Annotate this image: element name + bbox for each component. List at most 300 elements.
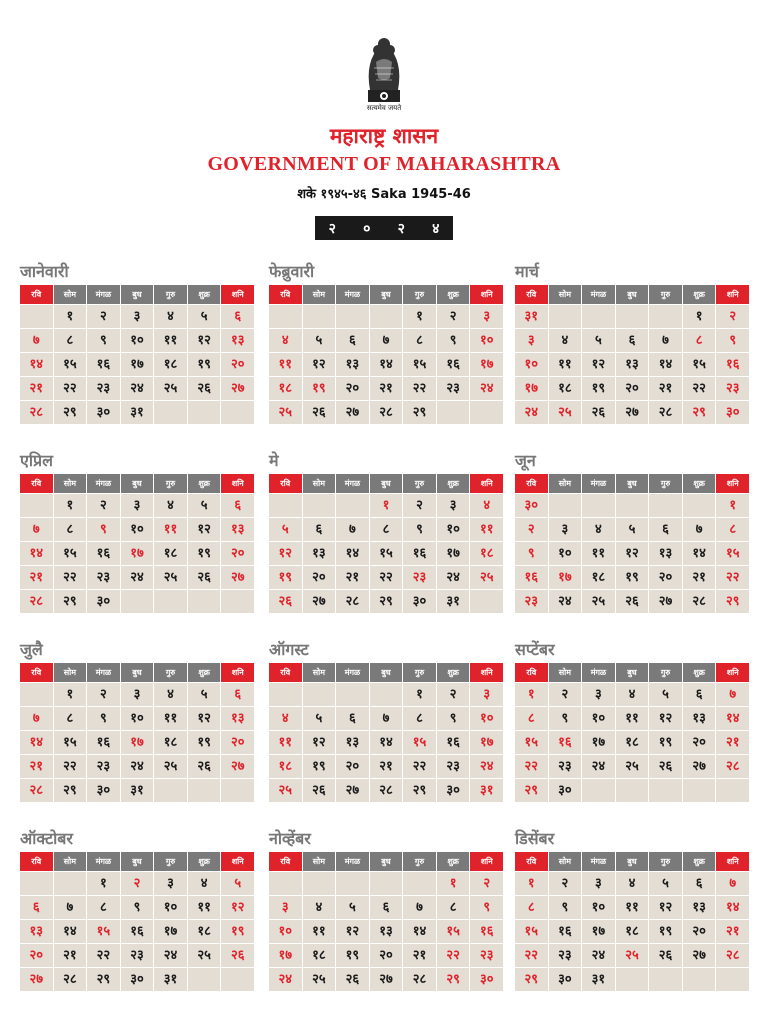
day-cell: १४ xyxy=(20,731,53,754)
day-cell: १६ xyxy=(437,353,470,376)
weekday-header: गुरु xyxy=(403,285,436,304)
month-block xyxy=(515,637,749,802)
day-cell: १९ xyxy=(616,566,649,589)
day-cell: २७ xyxy=(649,590,682,613)
day-cell: ८ xyxy=(403,707,436,730)
month-grid xyxy=(515,852,749,991)
empty-day-cell xyxy=(582,494,615,517)
day-cell: १४ xyxy=(54,920,87,943)
day-cell: २१ xyxy=(716,731,749,754)
day-cell: ११ xyxy=(188,896,221,919)
day-cell: २ xyxy=(87,683,120,706)
day-cell: १३ xyxy=(221,329,254,352)
month-name: मार्च xyxy=(515,262,539,281)
day-cell: ६ xyxy=(221,683,254,706)
weekday-header: शनि xyxy=(221,663,254,682)
motto: सत्यमेव जयते xyxy=(366,104,402,112)
weekday-header: सोम xyxy=(303,474,336,493)
day-cell: ९ xyxy=(87,518,120,541)
day-cell: ६ xyxy=(336,707,369,730)
day-cell: १ xyxy=(54,683,87,706)
day-cell: ५ xyxy=(303,329,336,352)
day-cell: ३ xyxy=(582,872,615,895)
day-cell: १७ xyxy=(470,731,503,754)
day-cell: ६ xyxy=(336,329,369,352)
day-cell: १७ xyxy=(549,566,582,589)
empty-day-cell xyxy=(370,683,403,706)
day-cell: ३ xyxy=(470,683,503,706)
day-cell: ८ xyxy=(54,707,87,730)
day-cell: ९ xyxy=(716,329,749,352)
day-cell: १४ xyxy=(649,353,682,376)
day-cell: २६ xyxy=(188,755,221,778)
empty-day-cell xyxy=(683,494,716,517)
weekday-header: रवि xyxy=(515,285,548,304)
empty-day-cell xyxy=(336,872,369,895)
empty-day-cell xyxy=(336,305,369,328)
day-cell: २६ xyxy=(221,944,254,967)
day-cell: १८ xyxy=(154,353,187,376)
day-cell: १८ xyxy=(582,566,615,589)
weekday-header: रवि xyxy=(269,285,302,304)
day-cell: २४ xyxy=(515,401,548,424)
day-cell: १९ xyxy=(649,920,682,943)
day-cell: २३ xyxy=(403,566,436,589)
day-cell: १ xyxy=(54,305,87,328)
empty-day-cell xyxy=(188,779,221,802)
weekday-header: सोम xyxy=(549,285,582,304)
weekday-header: मंगळ xyxy=(336,285,369,304)
day-cell: ३१ xyxy=(437,590,470,613)
day-cell: ११ xyxy=(470,518,503,541)
day-cell: ४ xyxy=(303,896,336,919)
day-cell: १३ xyxy=(683,707,716,730)
day-cell: २५ xyxy=(154,377,187,400)
day-cell: २४ xyxy=(121,377,154,400)
day-cell: १३ xyxy=(336,353,369,376)
day-cell: १७ xyxy=(154,920,187,943)
weekday-header: गुरु xyxy=(649,474,682,493)
empty-day-cell xyxy=(649,305,682,328)
day-cell: २५ xyxy=(154,755,187,778)
day-cell: ७ xyxy=(683,518,716,541)
day-cell: ३ xyxy=(121,683,154,706)
month-grid xyxy=(515,285,749,424)
day-cell: ३१ xyxy=(515,305,548,328)
empty-day-cell xyxy=(54,872,87,895)
day-cell: १४ xyxy=(716,707,749,730)
day-cell: २ xyxy=(549,683,582,706)
day-cell: २३ xyxy=(716,377,749,400)
weekday-header: गुरु xyxy=(403,474,436,493)
weekday-header: शनि xyxy=(716,663,749,682)
empty-day-cell xyxy=(470,590,503,613)
day-cell: २२ xyxy=(54,755,87,778)
day-cell: ६ xyxy=(649,518,682,541)
day-cell: ३० xyxy=(549,779,582,802)
weekday-header: शुक्र xyxy=(683,852,716,871)
day-cell: ८ xyxy=(716,518,749,541)
day-cell: १३ xyxy=(649,542,682,565)
empty-day-cell xyxy=(403,872,436,895)
day-cell: ८ xyxy=(515,896,548,919)
day-cell: २९ xyxy=(87,968,120,991)
day-cell: २० xyxy=(370,944,403,967)
empty-day-cell xyxy=(221,401,254,424)
weekday-header: गुरु xyxy=(154,285,187,304)
year-digit: २ xyxy=(328,220,336,237)
day-cell: १ xyxy=(515,872,548,895)
day-cell: १० xyxy=(121,707,154,730)
day-cell: १७ xyxy=(515,377,548,400)
weekday-header: शनि xyxy=(221,852,254,871)
day-cell: ५ xyxy=(582,329,615,352)
day-cell: ९ xyxy=(87,329,120,352)
day-cell: २८ xyxy=(20,779,53,802)
day-cell: २३ xyxy=(437,755,470,778)
day-cell: १९ xyxy=(188,542,221,565)
weekday-header: गुरु xyxy=(649,852,682,871)
day-cell: ६ xyxy=(616,329,649,352)
weekday-header: मंगळ xyxy=(336,852,369,871)
day-cell: ११ xyxy=(303,920,336,943)
month-name: मे xyxy=(269,451,279,470)
saka-year: शके १९४५-४६ Saka 1945-46 xyxy=(297,187,471,202)
day-cell: २९ xyxy=(515,968,548,991)
day-cell: २८ xyxy=(20,401,53,424)
year-digit: ० xyxy=(363,220,371,237)
weekday-header: सोम xyxy=(303,663,336,682)
day-cell: ५ xyxy=(649,683,682,706)
weekday-header: रवि xyxy=(20,663,53,682)
day-cell: ३० xyxy=(121,968,154,991)
day-cell: २८ xyxy=(403,968,436,991)
day-cell: ७ xyxy=(20,518,53,541)
empty-day-cell xyxy=(683,779,716,802)
weekday-header: गुरु xyxy=(649,285,682,304)
day-cell: २७ xyxy=(336,401,369,424)
weekday-header: बुध xyxy=(370,663,403,682)
weekday-header: सोम xyxy=(54,852,87,871)
month-name: सप्टेंबर xyxy=(515,640,555,659)
day-cell: १९ xyxy=(269,566,302,589)
day-cell: १२ xyxy=(336,920,369,943)
month-name: जुलै xyxy=(20,640,43,659)
day-cell: ९ xyxy=(403,518,436,541)
empty-day-cell xyxy=(336,683,369,706)
day-cell: १० xyxy=(121,329,154,352)
weekday-header: रवि xyxy=(515,663,548,682)
day-cell: १८ xyxy=(616,731,649,754)
day-cell: ६ xyxy=(683,872,716,895)
day-cell: २१ xyxy=(20,377,53,400)
day-cell: २७ xyxy=(303,590,336,613)
day-cell: १ xyxy=(87,872,120,895)
day-cell: ७ xyxy=(716,683,749,706)
empty-day-cell xyxy=(269,305,302,328)
day-cell: २ xyxy=(403,494,436,517)
day-cell: २६ xyxy=(303,401,336,424)
empty-day-cell xyxy=(549,305,582,328)
empty-day-cell xyxy=(303,305,336,328)
day-cell: २९ xyxy=(403,779,436,802)
month-name: ऑक्टोबर xyxy=(20,829,73,848)
day-cell: २६ xyxy=(269,590,302,613)
day-cell: ३० xyxy=(403,590,436,613)
day-cell: २९ xyxy=(54,590,87,613)
empty-day-cell xyxy=(370,872,403,895)
weekday-header: शुक्र xyxy=(437,474,470,493)
weekday-header: शनि xyxy=(716,474,749,493)
empty-day-cell xyxy=(616,968,649,991)
day-cell: १८ xyxy=(549,377,582,400)
day-cell: १७ xyxy=(437,542,470,565)
day-cell: १३ xyxy=(616,353,649,376)
day-cell: २ xyxy=(549,872,582,895)
day-cell: १९ xyxy=(582,377,615,400)
empty-day-cell xyxy=(188,590,221,613)
day-cell: १३ xyxy=(303,542,336,565)
day-cell: २२ xyxy=(370,566,403,589)
day-cell: १ xyxy=(515,683,548,706)
day-cell: ७ xyxy=(403,896,436,919)
day-cell: २२ xyxy=(437,944,470,967)
weekday-header: शुक्र xyxy=(188,663,221,682)
month-grid xyxy=(269,663,503,802)
day-cell: ९ xyxy=(470,896,503,919)
day-cell: ३ xyxy=(121,494,154,517)
weekday-header: सोम xyxy=(54,474,87,493)
day-cell: ५ xyxy=(616,518,649,541)
day-cell: १५ xyxy=(370,542,403,565)
empty-day-cell xyxy=(716,968,749,991)
weekday-header: शुक्र xyxy=(188,285,221,304)
day-cell: १९ xyxy=(336,944,369,967)
day-cell: ३० xyxy=(87,401,120,424)
month-block xyxy=(269,448,503,613)
day-cell: १२ xyxy=(616,542,649,565)
month-block xyxy=(515,259,749,424)
month-grid xyxy=(269,285,503,424)
day-cell: १० xyxy=(121,518,154,541)
day-cell: १७ xyxy=(121,542,154,565)
day-cell: २ xyxy=(716,305,749,328)
day-cell: ६ xyxy=(221,305,254,328)
day-cell: २५ xyxy=(269,779,302,802)
month-block xyxy=(269,259,503,424)
day-cell: २४ xyxy=(549,590,582,613)
day-cell: ५ xyxy=(188,305,221,328)
day-cell: २५ xyxy=(616,755,649,778)
month-name: एप्रिल xyxy=(20,451,53,470)
day-cell: ५ xyxy=(188,494,221,517)
day-cell: ३० xyxy=(549,968,582,991)
day-cell: २९ xyxy=(437,968,470,991)
day-cell: १७ xyxy=(269,944,302,967)
day-cell: ३ xyxy=(269,896,302,919)
day-cell: ३ xyxy=(549,518,582,541)
weekday-header: बुध xyxy=(121,285,154,304)
weekday-header: बुध xyxy=(370,474,403,493)
day-cell: ४ xyxy=(616,683,649,706)
day-cell: २० xyxy=(649,566,682,589)
day-cell: २९ xyxy=(54,779,87,802)
weekday-header: मंगळ xyxy=(87,285,120,304)
empty-day-cell xyxy=(221,968,254,991)
day-cell: ७ xyxy=(649,329,682,352)
day-cell: २४ xyxy=(470,377,503,400)
day-cell: २ xyxy=(121,872,154,895)
day-cell: २२ xyxy=(515,755,548,778)
day-cell: २५ xyxy=(269,401,302,424)
empty-day-cell xyxy=(649,968,682,991)
weekday-header: मंगळ xyxy=(87,852,120,871)
day-cell: २० xyxy=(303,566,336,589)
day-cell: २३ xyxy=(549,755,582,778)
weekday-header: रवि xyxy=(269,663,302,682)
day-cell: १५ xyxy=(54,542,87,565)
day-cell: ११ xyxy=(154,707,187,730)
weekday-header: बुध xyxy=(616,663,649,682)
empty-day-cell xyxy=(616,305,649,328)
day-cell: १८ xyxy=(303,944,336,967)
day-cell: १६ xyxy=(515,566,548,589)
day-cell: २९ xyxy=(370,590,403,613)
day-cell: १३ xyxy=(221,518,254,541)
weekday-header: बुध xyxy=(121,852,154,871)
day-cell: १५ xyxy=(87,920,120,943)
day-cell: १० xyxy=(154,896,187,919)
day-cell: ११ xyxy=(616,896,649,919)
day-cell: ३० xyxy=(437,779,470,802)
weekday-header: शनि xyxy=(716,285,749,304)
empty-day-cell xyxy=(154,590,187,613)
day-cell: १५ xyxy=(515,920,548,943)
weekday-header: रवि xyxy=(269,474,302,493)
day-cell: १९ xyxy=(303,755,336,778)
day-cell: २८ xyxy=(716,944,749,967)
day-cell: ११ xyxy=(269,353,302,376)
day-cell: २१ xyxy=(54,944,87,967)
day-cell: ३१ xyxy=(154,968,187,991)
month-grid xyxy=(20,663,254,802)
day-cell: १६ xyxy=(403,542,436,565)
year-digit: ४ xyxy=(432,220,440,237)
day-cell: १० xyxy=(515,353,548,376)
day-cell: १४ xyxy=(716,896,749,919)
weekday-header: शनि xyxy=(470,474,503,493)
day-cell: २६ xyxy=(649,944,682,967)
day-cell: ४ xyxy=(549,329,582,352)
day-cell: १८ xyxy=(154,731,187,754)
day-cell: ११ xyxy=(616,707,649,730)
empty-day-cell xyxy=(616,494,649,517)
day-cell: २३ xyxy=(121,944,154,967)
empty-day-cell xyxy=(154,401,187,424)
weekday-header: शुक्र xyxy=(437,852,470,871)
day-cell: ३ xyxy=(582,683,615,706)
day-cell: १२ xyxy=(303,731,336,754)
day-cell: ९ xyxy=(121,896,154,919)
day-cell: ३१ xyxy=(121,779,154,802)
day-cell: ३० xyxy=(87,779,120,802)
empty-day-cell xyxy=(649,494,682,517)
empty-day-cell xyxy=(188,401,221,424)
weekday-header: शुक्र xyxy=(188,474,221,493)
day-cell: १० xyxy=(582,707,615,730)
day-cell: १५ xyxy=(716,542,749,565)
day-cell: ३ xyxy=(154,872,187,895)
weekday-header: सोम xyxy=(549,474,582,493)
day-cell: २० xyxy=(616,377,649,400)
day-cell: २१ xyxy=(683,566,716,589)
day-cell: ४ xyxy=(269,329,302,352)
day-cell: ७ xyxy=(20,707,53,730)
month-grid xyxy=(269,474,503,613)
day-cell: १७ xyxy=(121,353,154,376)
header xyxy=(0,0,768,250)
day-cell: ४ xyxy=(470,494,503,517)
day-cell: ६ xyxy=(370,896,403,919)
day-cell: ३० xyxy=(515,494,548,517)
day-cell: १२ xyxy=(303,353,336,376)
month-name: फेब्रुवारी xyxy=(269,262,315,281)
day-cell: १० xyxy=(437,518,470,541)
weekday-header: रवि xyxy=(269,852,302,871)
empty-day-cell xyxy=(370,305,403,328)
day-cell: २५ xyxy=(188,944,221,967)
empty-day-cell xyxy=(470,401,503,424)
month-grid xyxy=(20,852,254,991)
month-name: ऑगस्ट xyxy=(269,640,309,659)
weekday-header: बुध xyxy=(616,285,649,304)
day-cell: ८ xyxy=(87,896,120,919)
day-cell: २८ xyxy=(20,590,53,613)
empty-day-cell xyxy=(221,590,254,613)
empty-day-cell xyxy=(269,683,302,706)
weekday-header: गुरु xyxy=(403,663,436,682)
day-cell: २२ xyxy=(87,944,120,967)
month-grid xyxy=(515,663,749,802)
weekday-header: मंगळ xyxy=(336,663,369,682)
weekday-header: शुक्र xyxy=(437,285,470,304)
day-cell: २७ xyxy=(221,377,254,400)
day-cell: २३ xyxy=(87,377,120,400)
day-cell: २६ xyxy=(303,779,336,802)
day-cell: १९ xyxy=(649,731,682,754)
empty-day-cell xyxy=(582,305,615,328)
day-cell: २५ xyxy=(154,566,187,589)
weekday-header: शनि xyxy=(470,285,503,304)
day-cell: २७ xyxy=(336,779,369,802)
month-block xyxy=(20,259,254,424)
day-cell: ४ xyxy=(154,494,187,517)
day-cell: ८ xyxy=(403,329,436,352)
day-cell: १३ xyxy=(370,920,403,943)
day-cell: १६ xyxy=(549,920,582,943)
weekday-header: सोम xyxy=(549,852,582,871)
day-cell: १७ xyxy=(121,731,154,754)
empty-day-cell xyxy=(582,779,615,802)
day-cell: १२ xyxy=(649,896,682,919)
weekday-header: सोम xyxy=(549,663,582,682)
day-cell: २४ xyxy=(121,566,154,589)
title-marathi: महाराष्ट्र शासन xyxy=(329,124,439,148)
lion-capital-emblem-icon xyxy=(354,28,414,108)
day-cell: १८ xyxy=(188,920,221,943)
day-cell: ६ xyxy=(683,683,716,706)
day-cell: ७ xyxy=(336,518,369,541)
